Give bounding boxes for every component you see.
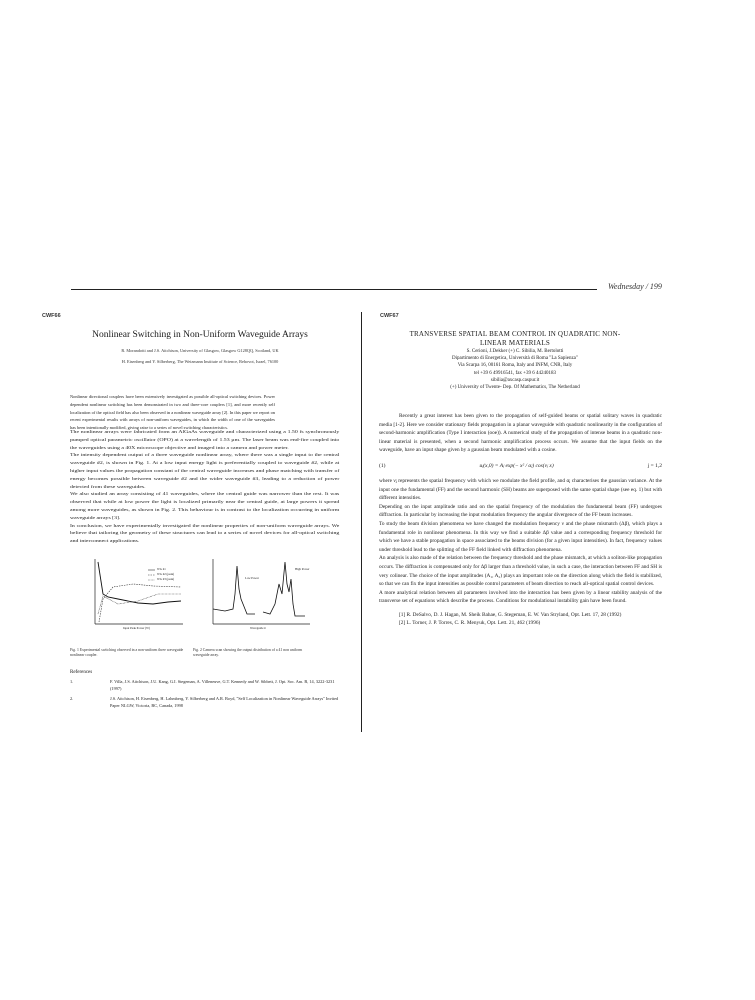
left-reference-number: 1. <box>70 679 74 684</box>
left-reference-item <box>70 679 340 692</box>
running-head: Wednesday / 199 <box>608 282 662 291</box>
equation-1 <box>379 463 662 469</box>
right-article-authors: S. Cerioni, J.Dekker (+) C. Sibilia, M. Bertolotti <box>466 349 564 354</box>
right-article-code: CWF67 <box>380 313 399 319</box>
figure-2-legend-high: High Power <box>295 567 310 571</box>
right-paragraph-2: where νⱼ represents the spatial frequency with which we modulate the field profile, and αⱼ characterises the gaussian variance. At the input one the fundamental (FF) and the second harmonic (SH) beams are superposed with the same spatial shape (see eq. 1) but with different intensities. <box>379 477 662 502</box>
figure-2-xlabel: Waveguide # <box>250 626 266 630</box>
right-affiliation-1: Dipartimento di Energetica, Università di Roma "La Sapienza" <box>452 356 578 362</box>
right-reference-item: [2] L. Torner, J. P. Torres, C. R. Menyuk, Opt. Lett. 21, 462 (1996) <box>399 620 541 627</box>
left-article-authors-1: R. Morandotti and J.S. Aitchison, University of Glasgow, Glasgow G128QQ, Scotland, UK <box>121 348 279 353</box>
left-paragraph-5: In conclusion, we have experimentally investigated the nonlinear properties of non-uniform waveguide arrays. We believe that tailoring the geometry of these structures can lead to a series of novel devices for all-optical switching and interconnect applications. <box>70 522 340 544</box>
right-reference-item: [1] R. DeSalvo, D. J. Hagan, M. Sheik Bahae, G. Stegeman, E. W. Van Stryland, Opt. Lett. 17, 28 (1992) <box>399 611 622 618</box>
equation-label: (1) <box>379 462 386 469</box>
left-article-header <box>55 330 345 364</box>
left-paragraph-3: The intensity dependent output of a three waveguide nonlinear array, where there was a single input to the central waveguide #2, is shown in Fig. 1. At a low input energy light is preferentially coupled to waveguide #2, while at higher input values the propagation constant of the central waveguide increases and phase matching with transfer of energy becomes possible between waveguide #2 and the wider waveguide #3, leading to a reduction of power detected from these waveguides. <box>70 452 340 489</box>
left-references <box>70 660 340 709</box>
right-article-title-1: TRANSVERSE SPATIAL BEAM CONTROL IN QUADRATIC NON- <box>409 330 621 338</box>
figure-2-plot <box>205 554 315 634</box>
right-references <box>379 611 662 627</box>
left-article-title: Nonlinear Switching in Non-Uniform Waveguide Arrays <box>92 330 308 340</box>
left-reference-item <box>70 696 340 709</box>
right-article-header <box>385 330 645 391</box>
left-reference-text: J.S. Aitchison, H. Eisenberg, H. Lahmberg, Y. Silberberg and A.R. Boyd, "Self Localization in Nonlinear Waveguide Arrays" Invited Paper NLGW, Victoria, BC, Canada, 1998 <box>110 696 339 708</box>
left-article-code: CWF66 <box>42 313 61 319</box>
figure-1-legend-2: WG #2 (peak) <box>157 572 175 576</box>
figure-2-legend-low: Low Power <box>245 576 259 580</box>
right-paragraph-4: To study the beam division phenomena we have changed the modulation frequency ν and the phase mismatch (Δβ), which plays a fundamental role in nonlinear phenomena. In this way we find a suitable Δβ value and a corresponding frequency threshold for which we have a stable propagation in space associated to the beams division (for a given input intensities). In fact, frequency values under threshold lead to the splitting of the FF field linked with diffraction phenomena. <box>379 520 662 553</box>
figure-2-chart <box>205 554 315 634</box>
right-affiliation-3: tel +39 6 49916541, fax +39 6 44240183 <box>473 370 557 376</box>
figure-1-legend-1: WG #1 <box>157 567 166 571</box>
left-paragraph-1: Nonlinear directional couplers have been extensively investigated as possible all-optical switching devices. Power dependent nonlinear switching has been demonstrated in two and three-core couplers [1], and more recently self localization of the optical field has also been observed in a nonlinear waveguide array [2]. In this paper we report on recent experimental results with arrays of non-uniform waveguides, in which the width of one of the waveguides has been intentionally modified, giving raise to a series of novel switching characteristics. <box>70 394 275 431</box>
equation-index: j = 1,2 <box>647 462 662 469</box>
header-rule <box>71 289 597 290</box>
left-reference-text: F. Villa, J.S. Aitchison, J.U. Kang, G.I. Stegeman, A. Villeneuve, G.T. Kennedy and W. Sibbett, J. Opt. Soc. Am. B, 14, 3222-3231 (1997) <box>110 679 335 691</box>
right-affiliation-2: Via Scarpa 16, 00161 Roma, Italy and INFM, CNR, Italy <box>457 363 573 369</box>
right-paragraph-1: Recently a great interest has been given to the propagation of self-guided beams or spatial solitary waves in quadratic media [1-2]. Here we consider stationary fields propagation in a planar waveguide with quadratic nonlinearity in the configuration of second-harmonic amplification (Type I interaction (ooe)). A numerical study of the propagation of intense beams in a quadratic non-linear material is presented, when a second harmonic amplification process occurs. We assume that the input fields on the waveguide, have an input shape given by a gaussian beam modulated with a cosine. <box>379 413 662 454</box>
figure-1-legend-3: WG #3 (peak) <box>157 577 175 581</box>
left-article-authors-2: H. Eisenberg and Y. Silberberg, The Weizmann Institute of Science, Rehovot, Israel, 76100 <box>121 359 279 364</box>
figure-1-xlabel: Input Peak Power (W) <box>123 626 150 630</box>
figure-2-caption: Fig. 2 Camera scan showing the output distribution of a 41 non uniform waveguide array. <box>193 648 303 657</box>
left-paragraph-2: The nonlinear arrays were fabricated from an AlGaAs waveguide and characterized using a 1.50 fs synchronously pumped optical parametric oscillator (OPO) at a wavelength of 1.53 µm. The laser beam was end-fire coupled into the waveguides using a 40X microscope objective and imaged into a camera and power meter. <box>70 429 340 450</box>
equation-formula: uⱼ(x,0) = Aⱼ exp(− x² / αⱼ) cos(νⱼ x) <box>479 462 554 469</box>
right-paragraph-3: Depending on the input amplitude ratio and on the spatial frequency of the modulation the fundamental beam (FF) undergoes diffraction. In particular by increasing the input modulation frequency the angular divergence of the FF beam increases. <box>379 503 662 519</box>
figure-1-caption: Fig. 1 Experimental switching observed in a non-uniform three waveguide nonlinear coupler. <box>70 648 184 657</box>
right-affiliation-email: sibilia@axcasp.caspur.it <box>490 377 540 383</box>
right-article-title-2: LINEAR MATERIALS <box>480 339 550 347</box>
right-paragraph-6: A more analytical relation between all parameters involved into the interaction has been given by a linear stability analysis of the transverse set of equations which describe the process. Conditions for modulational instability gain have been found. <box>379 589 662 605</box>
left-paragraph-4: We also studied an array consisting of 41 waveguides, where the central guide was narrower than the rest. It was observed that while at low power the light is localized primarily near the central guide, at large powers it spread among more waveguides, as shown in Fig. 2. This behaviour is in contrast to the localization occurring in uniform waveguide arrays [3]. <box>70 491 340 520</box>
right-paragraph-5: An analysis is also made of the relation between the frequency threshold and the phase mismatch, at which a soliton-like propagation occurs. The diffraction is compensated only for Δβ larger than a threshold value, in such a case, the interaction between FF and SH is very colinear. The choice of the input amplitudes (A₁, A₂) plays an important role on the direction along which the field is stabilized, so that we can fix the input intensities as possible control parameters of beam direction to reach all-optical spatial control devices. <box>379 555 662 588</box>
left-body-scaled <box>70 392 339 545</box>
column-divider <box>361 312 362 732</box>
figure-1-chart <box>83 554 203 634</box>
right-article-body <box>379 412 662 627</box>
figure-1-plot <box>83 554 203 634</box>
left-references-title: References <box>70 670 93 675</box>
right-affiliation-4: (+) University of Twente- Dep. Of Mathematics, The Netherland <box>450 385 580 391</box>
left-reference-number: 2. <box>70 696 74 701</box>
